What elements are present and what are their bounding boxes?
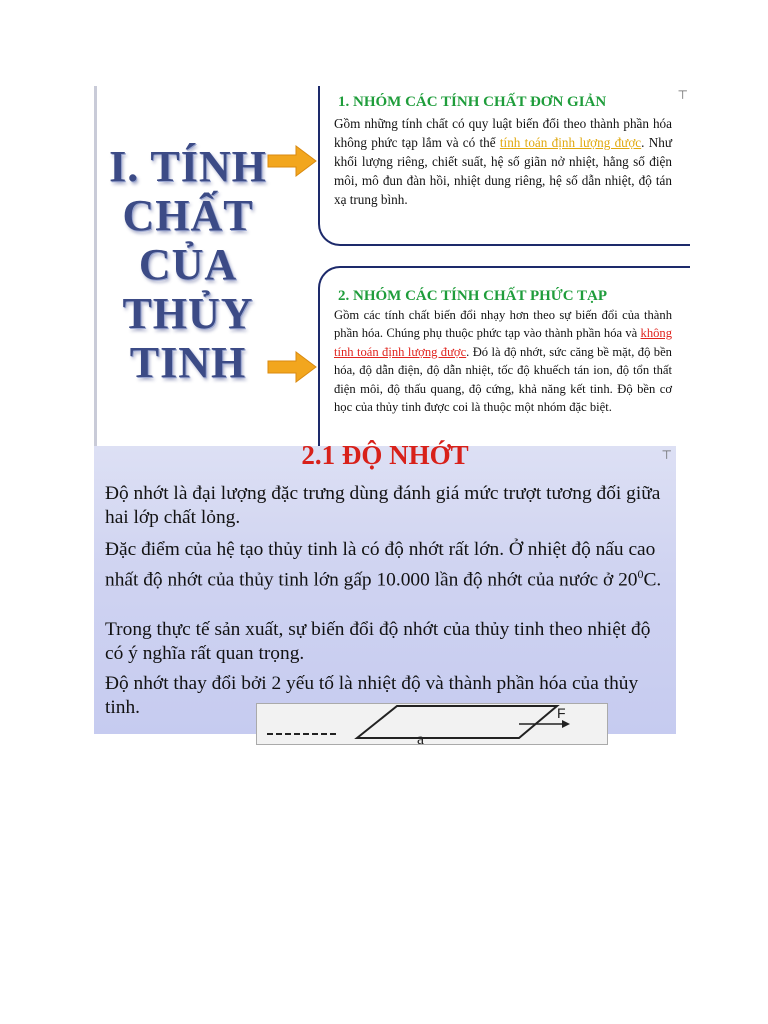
arrow-right-icon — [268, 352, 316, 382]
paragraph: Độ nhớt là đại lượng đặc trưng dùng đánh giá mức trượt tương đối giữa hai lớp chất lỏng. — [105, 483, 661, 528]
title-line: THỦY — [122, 289, 254, 338]
group1-title: 1. NHÓM CÁC TÍNH CHẤT ĐƠN GIẢN — [338, 94, 607, 110]
group2-text — [334, 306, 672, 416]
corner-mark: ⊤ — [677, 88, 688, 102]
shear-diagram-svg — [257, 704, 607, 748]
slide-properties-overview — [94, 86, 688, 446]
slide-left-edge — [94, 86, 97, 446]
paragraph — [105, 538, 665, 592]
label-a: a — [417, 731, 425, 748]
group2-text-before: Gồm các tính chất biến đổi nhạy hơn theo sự biến đổi của thành phần hóa. Chúng phụ thuộc phức tạp vào thành phần hóa và — [334, 308, 672, 341]
group1-text-before: Gồm những tính chất có quy luật biến đổi theo thành phần hóa không phức tạp lắm và có thể — [334, 116, 672, 150]
paragraph: Trong thực tế sản xuất, sự biến đổi độ nhớt của thủy tinh theo nhiệt độ có ý nghĩa rất quan trọng. — [105, 619, 651, 664]
title-line: TINH — [129, 338, 247, 387]
group1-highlight: tính toán định lượng được — [499, 135, 642, 150]
temperature-unit: C. — [643, 569, 662, 591]
slide-title: 2.1 ĐỘ NHỚT — [301, 440, 469, 470]
viscosity-diagram — [256, 703, 608, 748]
arrow-right-icon — [268, 146, 316, 176]
title-line: CỦA — [138, 240, 238, 289]
group1-text-after: . Như khối lượng riêng, chiết suất, hệ số giãn nở nhiệt, hằng số điện môi, mô đun đàn hồi, nhiệt dung riêng, hệ số dẫn nhiệt, độ tán xạ trung bình. — [334, 135, 672, 207]
corner-mark: ⊤ — [661, 448, 672, 462]
group2-highlight: không tính toán định lượng được — [334, 326, 672, 359]
group2-title: 2. NHÓM CÁC TÍNH CHẤT PHỨC TẠP — [338, 288, 608, 304]
section-title — [108, 142, 268, 387]
slide-viscosity — [94, 440, 676, 748]
force-arrow-head — [562, 720, 570, 728]
superscript: 0 — [637, 567, 644, 581]
group2-text-after: . Đó là độ nhớt, sức căng bề mặt, độ bền hóa, độ dẫn điện, độ dẫn nhiệt, tốc độ khuếch tán ion, độ tổn thất điện môi, độ thấu quang, độ cứng, khả năng kết tinh. Độ bền cơ học của thủy tinh được coi là thuộc một nhóm đặc biệt. — [334, 344, 672, 415]
paragraph-text: Đặc điểm của hệ tạo thủy tinh là có độ nhớt rất lớn. Ở nhiệt độ nấu cao nhất độ nhớt của thủy tinh lớn gấp 10.000 lần độ nhớt của nước ở 20 — [105, 539, 656, 591]
group2-box — [318, 266, 690, 458]
title-line: I. TÍNH — [109, 142, 267, 191]
group1-box — [318, 86, 690, 246]
sheared-block — [357, 706, 557, 738]
group1-text — [334, 114, 672, 209]
title-line: CHẤT — [122, 191, 254, 240]
paragraph: Độ nhớt thay đổi bởi 2 yếu tố là nhiệt độ và thành phần hóa của thủy tinh. — [105, 673, 639, 718]
label-f: F — [557, 705, 566, 721]
